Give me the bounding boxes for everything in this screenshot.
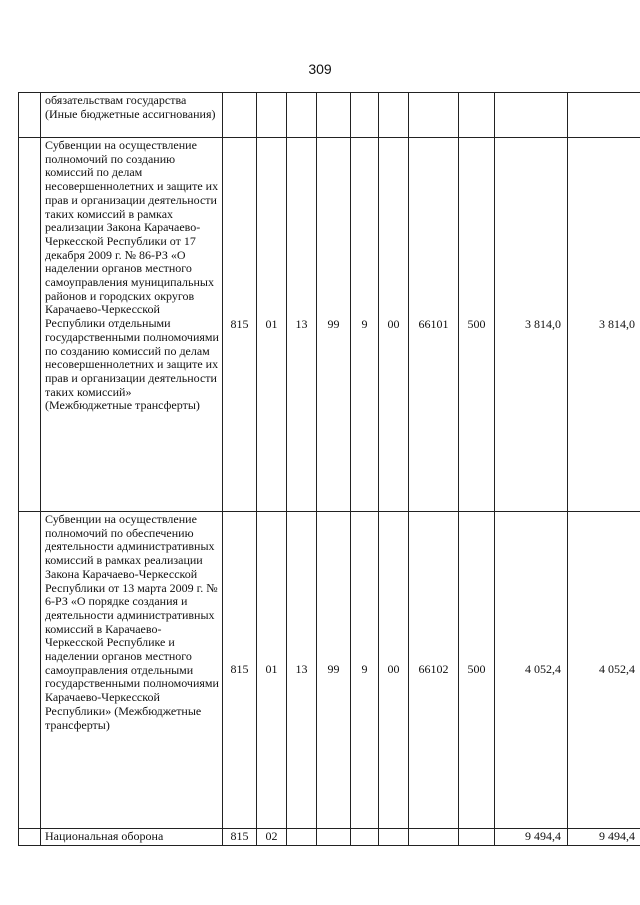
item-code: 66101 xyxy=(409,138,459,512)
amount-2: 3 814,0 xyxy=(568,138,640,512)
row-name: обязательствам государства (Иные бюджетные ассигнования) xyxy=(41,93,223,138)
ministry-code: 815 xyxy=(223,138,257,512)
row-name: Субвенции на осуществление полномочий по обеспечению деятельности административных комиссий в рамках реализации Закона Карачаево-Черкесской Республики от 13 марта 2009 г. № 6-РЗ «О порядке создания и деятельности административных комиссий в Карачаево-Черкесской Республике и наделении органов местного самоуправления отдельными государственными полномочиями Карачаево-Черкесской Республики» (Межбюджетные трансферты) xyxy=(41,512,223,829)
subsection-code: 13 xyxy=(287,512,317,829)
section-code: 02 xyxy=(257,829,287,846)
vr-code xyxy=(459,829,495,846)
vr-code: 500 xyxy=(459,138,495,512)
table-row xyxy=(19,138,640,512)
direction-code: 00 xyxy=(379,512,409,829)
table-row xyxy=(19,829,640,846)
ministry-code: 815 xyxy=(223,512,257,829)
program-code xyxy=(317,93,351,138)
section-code: 01 xyxy=(257,138,287,512)
table-row xyxy=(19,93,640,138)
direction-code xyxy=(379,829,409,846)
direction-code: 00 xyxy=(379,138,409,512)
vr-code: 500 xyxy=(459,512,495,829)
amount-1: 4 052,4 xyxy=(495,512,568,829)
subprogram-code: 9 xyxy=(351,138,379,512)
direction-code xyxy=(379,93,409,138)
vr-code xyxy=(459,93,495,138)
item-code xyxy=(409,829,459,846)
amount-2: 4 052,4 xyxy=(568,512,640,829)
amount-1 xyxy=(495,93,568,138)
item-code: 66102 xyxy=(409,512,459,829)
amount-2: 9 494,4 xyxy=(568,829,640,846)
program-code xyxy=(317,829,351,846)
section-code xyxy=(257,93,287,138)
row-marker xyxy=(19,829,41,846)
row-marker xyxy=(19,93,41,138)
row-marker xyxy=(19,512,41,829)
program-code: 99 xyxy=(317,512,351,829)
subprogram-code xyxy=(351,93,379,138)
section-code: 01 xyxy=(257,512,287,829)
amount-2 xyxy=(568,93,640,138)
subsection-code xyxy=(287,93,317,138)
amount-1: 3 814,0 xyxy=(495,138,568,512)
ministry-code xyxy=(223,93,257,138)
item-code xyxy=(409,93,459,138)
ministry-code: 815 xyxy=(223,829,257,846)
amount-1: 9 494,4 xyxy=(495,829,568,846)
subsection-code: 13 xyxy=(287,138,317,512)
subprogram-code xyxy=(351,829,379,846)
row-name: Национальная оборона xyxy=(41,829,223,846)
row-name: Субвенции на осуществление полномочий по созданию комиссий по делам несовершеннолетних и защите их прав и организации деятельности таких комиссий в рамках реализации Закона Карачаево-Черкесской Республики от 17 декабря 2009 г. № 86-РЗ «О наделении органов местного самоуправления муниципальных районов и городских округов Карачаево-Черкесской Республики отдельными государственными полномочиями по созданию комиссий по делам несовершеннолетних и защите их прав и организации деятельности таких комиссий» (Межбюджетные трансферты) xyxy=(41,138,223,512)
subsection-code xyxy=(287,829,317,846)
row-marker xyxy=(19,138,41,512)
subprogram-code: 9 xyxy=(351,512,379,829)
page-number: 309 xyxy=(308,61,332,77)
budget-table xyxy=(18,92,640,846)
program-code: 99 xyxy=(317,138,351,512)
table-row xyxy=(19,512,640,829)
